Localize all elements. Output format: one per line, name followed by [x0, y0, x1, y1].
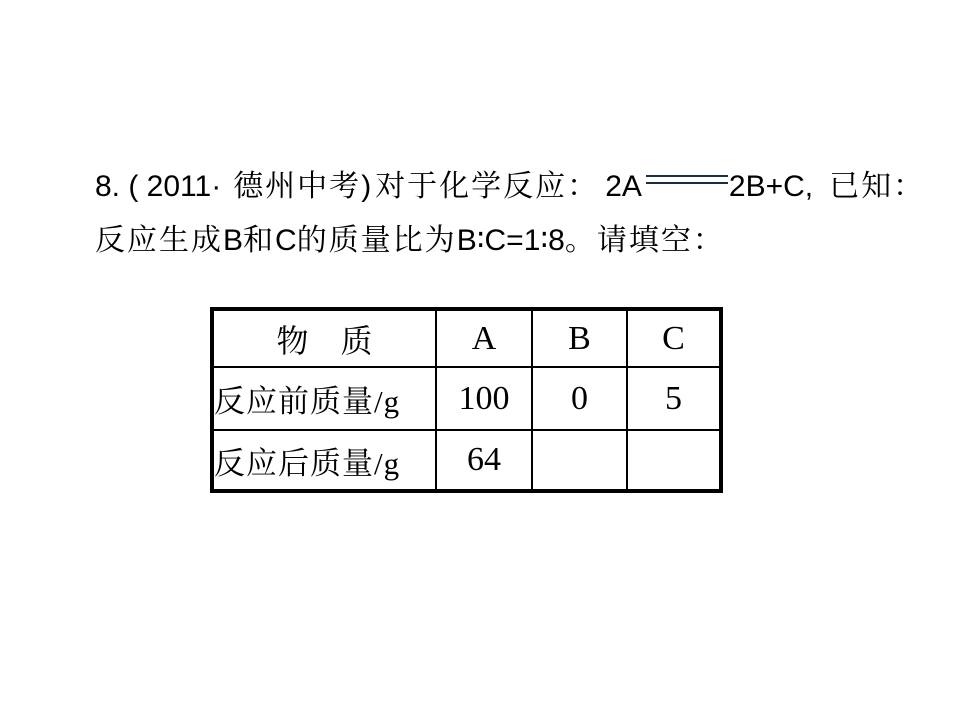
mass-after-b-blank [532, 430, 627, 491]
header-substance-b: B [532, 309, 627, 367]
substance-c-label: C [275, 224, 297, 257]
mass-before-a: 100 [436, 367, 532, 430]
mass-before-b: 0 [532, 367, 627, 430]
mass-ratio-text: 的质量比为 [296, 224, 457, 257]
question-number-and-year: 8. ( 2011· [95, 170, 222, 203]
problem-line-1 [95, 161, 925, 205]
mass-after-a: 64 [436, 430, 532, 491]
header-substance-c: C [627, 309, 721, 367]
and-text: 和 [243, 224, 276, 257]
table-row-mass-after [212, 430, 721, 491]
mass-after-c-blank [627, 430, 721, 491]
mass-table [210, 307, 723, 493]
close-paren: ) [361, 170, 372, 203]
equation-rhs: 2B+C, [728, 170, 814, 203]
row-label-mass-before: 反应前质量/g [212, 367, 436, 430]
fill-blank-prompt: 。请填空： [564, 224, 725, 257]
ratio-value: B∶C=1∶8 [456, 224, 565, 257]
known-text: 已知： [829, 170, 926, 203]
problem-line-2 [95, 215, 725, 259]
line2-lead-text: 反应生成 [95, 224, 223, 257]
header-substance-a: A [436, 309, 532, 367]
header-substance: 物 质 [212, 309, 436, 367]
table-row-mass-before [212, 367, 721, 430]
reaction-lead-text: 对于化学反应： [375, 170, 600, 203]
exam-source: 德州中考 [233, 170, 362, 203]
mass-before-c: 5 [627, 367, 721, 430]
equation-lhs: 2A [605, 170, 642, 203]
substance-b-label: B [223, 224, 244, 257]
table-header-row [212, 309, 721, 367]
row-label-mass-after: 反应后质量/g [212, 430, 436, 491]
equals-double-line-icon [646, 175, 728, 184]
